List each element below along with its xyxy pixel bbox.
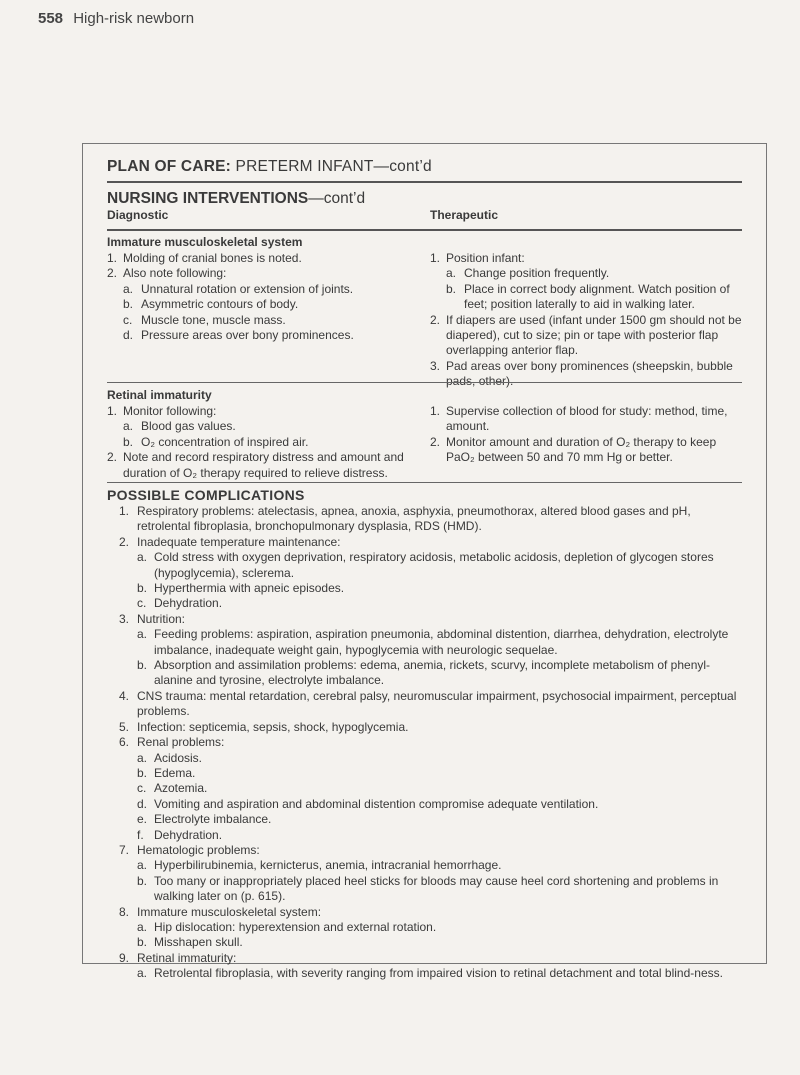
item-text: Position infant: [446,251,525,265]
list-item [430,435,742,466]
item-text: Blood gas values. [141,419,236,434]
item-text: Feeding problems: aspiration, aspiration pneumonia, abdominal distention, diarrhea, dehydration, electrolyte imbalance, inadequate weight gain, hypoglycemia with neurologic sequelae. [154,627,729,657]
item-number: a. [137,858,148,873]
item-text: Monitor amount and duration of O₂ therapy to keep PaO₂ between 50 and 70 mm Hg or better. [446,434,717,465]
list-item [107,966,737,981]
item-text: Hyperbilirubinemia, kernicterus, anemia, intracranial hemorrhage. [154,858,502,873]
musculo-section-title: Immature musculoskeletal system [107,235,303,249]
list-item [107,596,737,611]
item-text: Hip dislocation: hyperextension and external rotation. [154,919,437,934]
item-number: 6. [119,735,130,750]
list-item [107,858,737,873]
item-text: Change position frequently. [464,266,610,281]
item-number: 2. [107,266,118,281]
list-item [430,359,742,390]
item-number: 1. [107,404,118,418]
ni-heading-rest: —cont’d [308,190,366,207]
item-number: c. [137,781,147,796]
item-text: Retinal immaturity: [137,950,237,965]
list-item [107,535,737,550]
list-item [107,251,407,266]
list-item [107,766,737,781]
item-number: a. [137,550,148,565]
list-item [107,313,407,328]
list-item [107,735,737,750]
list-item [107,450,407,481]
item-text: Acidosis. [154,750,203,765]
item-text: Retrolental fibroplasia, with severity ranging from impaired vision to retinal detachment and total blind-ness. [154,966,723,981]
item-number: b. [137,873,148,888]
item-text: Respiratory problems: atelectasis, apnea, anoxia, asphyxia, pneumothorax, altered blood gases and pH, retrolental fibroplasia, bronchopulmonary dysplasia, RDS (HMD). [137,504,691,534]
page-number: 558 [38,10,64,27]
item-number: 1. [430,251,441,265]
list-item [107,751,737,766]
item-text: Infection: septicemia, sepsis, shock, hypoglycemia. [137,719,409,734]
item-number: 8. [119,904,130,919]
item-number: 4. [119,688,130,703]
item-number: 2. [107,450,118,465]
list-item [107,504,737,535]
item-text: Unnatural rotation or extension of joints. [141,281,354,296]
item-number: a. [137,627,148,642]
retinal-therapeutic-list [430,404,742,466]
musculo-therapeutic-list [430,251,742,390]
list-item [107,874,737,905]
item-text: Inadequate temperature maintenance: [137,534,341,549]
item-number: f. [137,827,144,842]
item-text: Note and record respiratory distress and amount and duration of O₂ therapy required to relieve distress. [123,450,404,480]
list-item [107,658,737,689]
item-number: b. [123,434,134,449]
list-item [107,328,407,343]
item-text: Too many or inappropriately placed heel sticks for bloods may cause heel cord shortening and problems in walking later on (p. 615). [154,873,719,904]
item-text: Immature musculoskeletal system: [137,904,322,919]
diagnostic-column-header: Diagnostic [107,208,169,222]
complications-title: POSSIBLE COMPLICATIONS [107,487,305,503]
list-item [430,282,742,313]
item-text: Renal problems: [137,735,225,750]
plan-title-rest: PRETERM INFANT—cont’d [235,158,432,175]
item-text: Cold stress with oxygen deprivation, respiratory acidosis, metabolic acidosis, depletion of glycogen stores (hypoglycemia), sclerema. [154,550,714,580]
item-number: a. [123,419,134,434]
item-text: Molding of cranial bones is noted. [123,251,302,265]
list-item [107,905,737,920]
list-item [107,935,737,950]
complications-list [107,504,737,982]
item-text: Misshapen skull. [154,935,243,950]
list-item [107,282,407,297]
item-text: Edema. [154,765,196,780]
divider [107,482,742,483]
item-text: Hematologic problems: [137,842,260,857]
list-item [430,404,742,435]
list-item [107,404,407,419]
nursing-interventions-heading [107,190,365,208]
list-item [107,843,737,858]
item-text: CNS trauma: mental retardation, cerebral palsy, neuromuscular impairment, psychosocial impairment, perceptual problems. [137,688,737,719]
item-number: 2. [430,434,441,449]
item-text: Also note following: [123,266,227,281]
item-text: Vomiting and aspiration and abdominal distention compromise adequate ventilation. [154,796,599,811]
item-number: 3. [119,611,130,626]
item-text: Pressure areas over bony prominences. [141,328,354,343]
item-number: a. [137,919,148,934]
item-number: d. [123,328,134,343]
item-number: a. [137,966,148,981]
item-number: b. [123,297,134,312]
ni-heading-label: NURSING INTERVENTIONS [107,190,309,207]
item-text: O₂ concentration of inspired air. [141,434,309,449]
item-text: Hyperthermia with apneic episodes. [154,581,345,596]
item-number: b. [137,658,148,673]
retinal-section-title: Retinal immaturity [107,388,212,402]
divider [107,382,742,383]
item-text: Dehydration. [154,596,223,611]
list-item [107,266,407,281]
item-text: Place in correct body alignment. Watch position of feet; position laterally to aid in walking later. [464,281,730,312]
item-text: Absorption and assimilation problems: edema, anemia, rickets, scurvy, incomplete metabolism of phenyl-alanine and tyrosine, electrolyte imbalance. [154,658,711,688]
item-text: Azotemia. [154,781,208,796]
list-item [107,689,737,720]
item-number: 1. [430,404,441,418]
list-item [107,297,407,312]
plan-title [107,158,432,176]
item-number: 1. [119,504,130,518]
item-number: 9. [119,950,130,965]
list-item [107,781,737,796]
item-number: a. [446,266,457,281]
list-item [107,435,407,450]
divider [107,181,742,183]
item-text: If diapers are used (infant under 1500 gm should not be diapered), cut to size; pin or tape with posterior flap overlapping anterior flap. [446,312,742,358]
list-item [107,550,737,581]
item-text: Pad areas over bony prominences (sheepskin, bubble pads, other). [446,358,733,389]
running-head [38,10,194,27]
item-number: c. [137,596,147,611]
item-text: Muscle tone, muscle mass. [141,312,286,327]
item-number: 5. [119,719,130,734]
list-item [107,951,737,966]
list-item [107,920,737,935]
item-number: 1. [107,251,118,265]
list-item [107,612,737,627]
item-number: 2. [119,534,130,549]
list-item [107,627,737,658]
list-item [430,313,742,359]
item-text: Nutrition: [137,611,186,626]
plan-title-label: PLAN OF CARE: [107,158,232,175]
item-number: 7. [119,842,130,857]
item-number: e. [137,812,148,827]
list-item [107,828,737,843]
item-number: 2. [430,312,441,327]
item-number: c. [123,312,133,327]
musculo-diagnostic-list [107,251,407,343]
list-item [107,720,737,735]
item-text: Dehydration. [154,827,223,842]
list-item [107,419,407,434]
retinal-diagnostic-list [107,404,407,481]
list-item [107,581,737,596]
running-head-title: High-risk newborn [73,10,195,27]
item-text: Monitor following: [123,404,217,418]
item-number: b. [137,765,148,780]
item-text: Asymmetric contours of body. [141,297,299,312]
item-number: a. [123,281,134,296]
item-number: b. [137,935,148,950]
item-number: b. [446,281,457,296]
item-number: 3. [430,358,441,373]
plan-of-care-box [82,143,767,981]
list-item [430,251,742,266]
divider [107,229,742,231]
therapeutic-column-header: Therapeutic [430,208,499,222]
list-item [107,797,737,812]
item-text: Supervise collection of blood for study: method, time, amount. [446,404,728,434]
item-number: d. [137,796,148,811]
list-item [107,812,737,827]
list-item [430,266,742,281]
item-number: b. [137,581,148,596]
item-number: a. [137,750,148,765]
item-text: Electrolyte imbalance. [154,812,272,827]
